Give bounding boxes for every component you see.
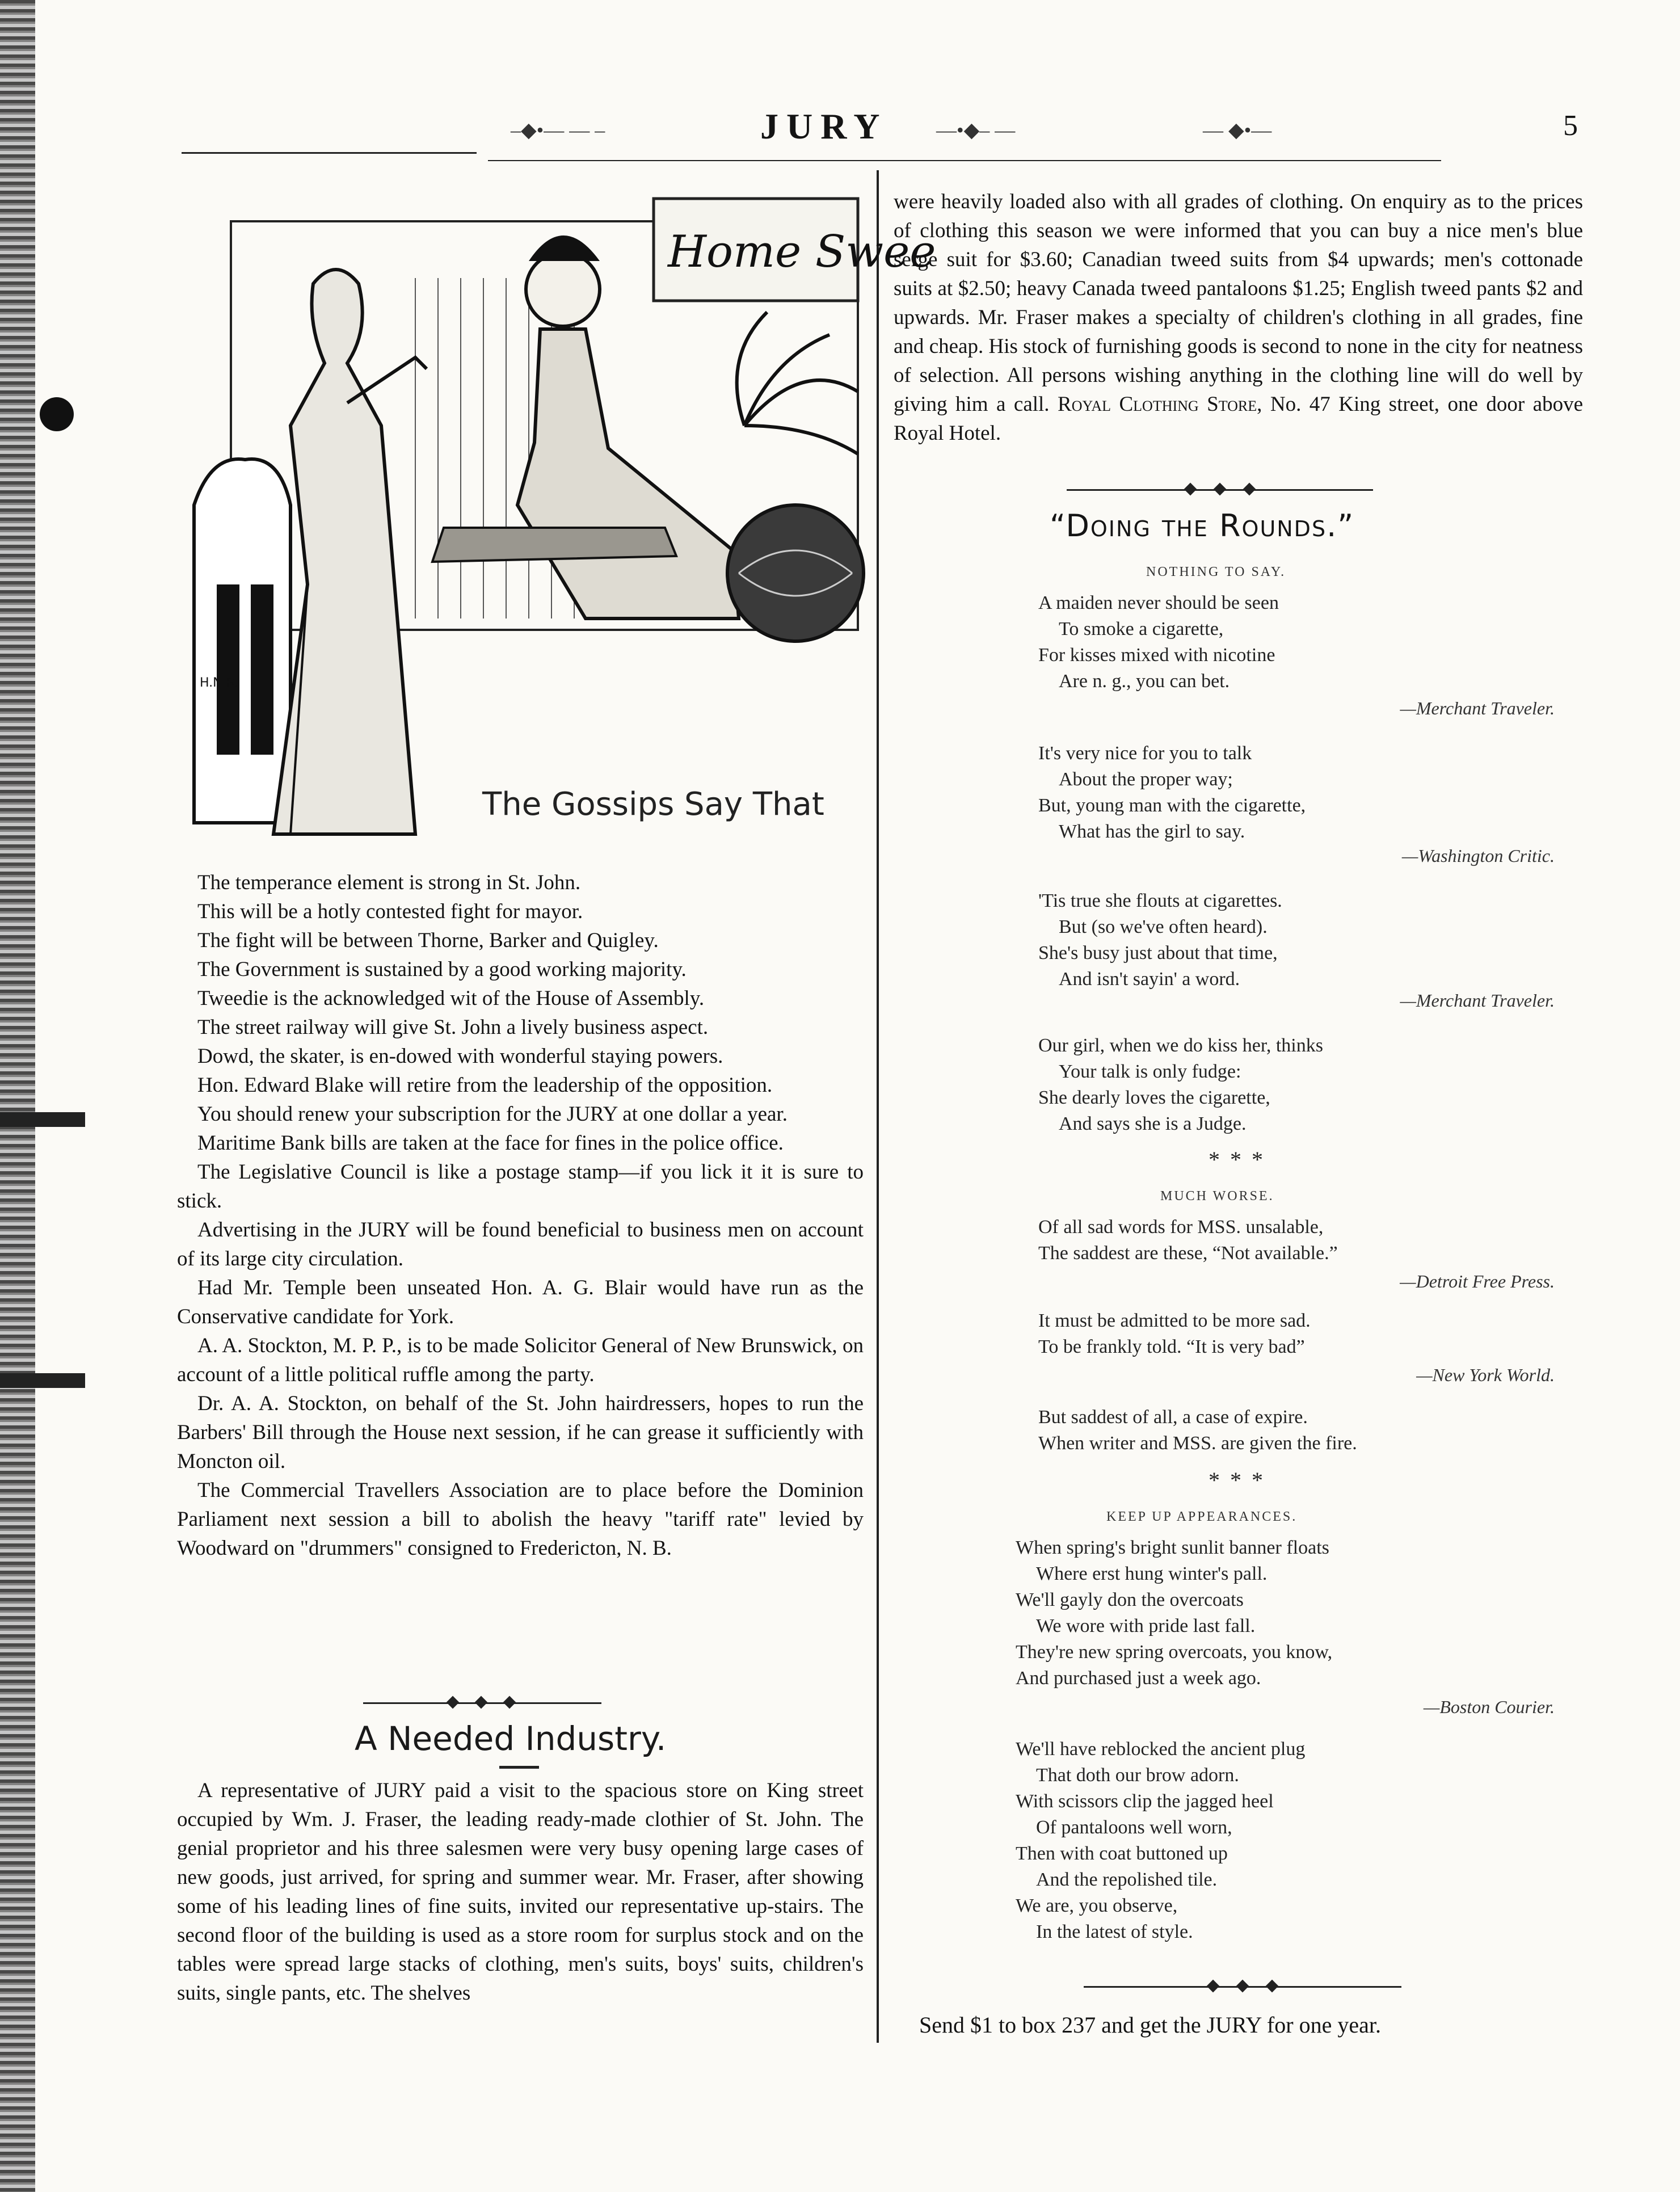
poem-line: About the proper way; (1059, 769, 1233, 790)
page-binding-edge (0, 0, 35, 2192)
gossip-title: The Gossips Say That (482, 786, 824, 823)
column-divider (877, 170, 879, 2043)
gossip-item: The fight will be between Thorne, Barker and Quigley. (197, 929, 659, 952)
poem-line: But saddest of all, a case of expire. (1038, 1407, 1308, 1428)
poem-line: Where erst hung winter's pall. (1036, 1563, 1268, 1584)
ornamental-rule (363, 1697, 601, 1709)
poem-subtitle: KEEP UP APPEARANCES. (1106, 1509, 1298, 1524)
poem-line: They're new spring overcoats, you know, (1016, 1642, 1333, 1663)
binding-clip (0, 1112, 85, 1127)
gossip-item: The Commercial Travellers Association are to place before the Dominion Parliament next session a bill to abolish the heavy "tariff rate" levied by Woodward on "drummers" consigned to Fredericton, N. B. (177, 1479, 864, 1560)
poem-line: Your talk is only fudge: (1059, 1061, 1241, 1082)
binding-clip (0, 1373, 85, 1388)
poem-line: She dearly loves the cigarette, (1038, 1087, 1270, 1108)
gossip-item: You should renew your subscription for the JURY at one dollar a year. (197, 1103, 788, 1126)
gossip-item: The Legislative Council is like a postage stamp—if you lick it it is sure to stick. (177, 1160, 864, 1213)
poem-credit: —Merchant Traveler. (1400, 990, 1555, 1011)
masthead-title: JURY (760, 106, 888, 146)
gossip-item: The Government is sustained by a good working majority. (197, 958, 687, 981)
poem-stanza (1038, 1404, 1357, 1457)
poem-stanza (1016, 1535, 1332, 1692)
gossip-item: The street railway will give St. John a lively business aspect. (197, 1016, 709, 1039)
poem-line: It's very nice for you to talk (1038, 743, 1252, 764)
page-number: 5 (1563, 110, 1578, 142)
gossip-item: Maritime Bank bills are taken at the face for fines in the police office. (197, 1131, 784, 1155)
poem-line: And the repolished tile. (1036, 1869, 1218, 1890)
masthead-ornament: –◆•— — – (511, 119, 605, 141)
poem-line: And says she is a Judge. (1059, 1113, 1247, 1134)
poem-line: We are, you observe, (1016, 1895, 1178, 1916)
poem-line: It must be admitted to be more sad. (1038, 1310, 1311, 1331)
poem-line: For kisses mixed with nicotine (1038, 645, 1275, 666)
poem-line: But, young man with the cigarette, (1038, 795, 1306, 816)
gossip-item: Dr. A. A. Stockton, on behalf of the St. John hairdressers, hopes to run the Barbers' Bill through the House next session, if he can grease it sufficiently with Moncton oil. (177, 1392, 864, 1473)
heading-underline (499, 1766, 539, 1769)
ornamental-rule (1067, 483, 1373, 496)
gossip-item: A. A. Stockton, M. P. P., is to be made Solicitor General of New Brunswick, on account of a little political ruffle among the party. (177, 1334, 864, 1386)
poem-line: Of pantaloons well worn, (1036, 1817, 1232, 1838)
poem-stanza (1038, 888, 1282, 992)
poem-stanza (1016, 1736, 1305, 1945)
poem-line: We'll have reblocked the ancient plug (1016, 1739, 1306, 1760)
poem-stanza (1038, 741, 1306, 845)
poem-line: Our girl, when we do kiss her, thinks (1038, 1035, 1323, 1056)
gossip-item: Hon. Edward Blake will retire from the leadership of the opposition. (197, 1074, 773, 1097)
masthead (182, 106, 1589, 145)
header-rule (488, 160, 1441, 161)
header-rule (182, 152, 477, 154)
masthead-ornament: — ◆•— (1203, 119, 1272, 141)
poem-stanza (1038, 1033, 1323, 1137)
gossip-item: Had Mr. Temple been unseated Hon. A. G. Blair would have run as the Conservative candidate for York. (177, 1276, 864, 1328)
store-name: Royal Clothing Store (1058, 393, 1257, 416)
poem-line: To be frankly told. “It is very bad” (1038, 1336, 1305, 1357)
section-stars: * * * (1209, 1467, 1265, 1493)
gossip-item: Dowd, the skater, is en-dowed with wonderful staying powers. (197, 1045, 723, 1068)
poem-stanza (1038, 590, 1279, 695)
poem-credit: —New York World. (1416, 1365, 1555, 1385)
poem-credit: —Washington Critic. (1401, 845, 1555, 866)
binding-knob (40, 397, 74, 431)
poem-credit: —Merchant Traveler. (1400, 698, 1555, 718)
sign-text: Home Swee (668, 226, 936, 277)
poem-subtitle: NOTHING TO SAY. (1146, 565, 1286, 579)
gossip-item: This will be a hotly contested fight for mayor. (197, 900, 583, 923)
poem-line: To smoke a cigarette, (1059, 619, 1224, 639)
industry-continuation (894, 187, 1583, 448)
rounds-heading: “Doing the Rounds.” (1050, 508, 1355, 544)
poem-line: We wore with pride last fall. (1036, 1615, 1256, 1636)
poem-credit: —Boston Courier. (1423, 1697, 1555, 1717)
poem-line: And isn't sayin' a word. (1059, 969, 1240, 990)
ornamental-rule (1084, 1980, 1401, 1993)
gossip-item: Tweedie is the acknowledged wit of the House of Assembly. (197, 987, 705, 1010)
poem-line: When writer and MSS. are given the fire. (1038, 1433, 1357, 1454)
poem-line: Are n. g., you can bet. (1059, 671, 1230, 692)
poem-subtitle: MUCH WORSE. (1160, 1189, 1274, 1204)
poem-line: And purchased just a week ago. (1016, 1668, 1261, 1689)
masthead-ornament: —•◆– — (936, 119, 1016, 141)
poem-line: The saddest are these, “Not available.” (1038, 1243, 1338, 1264)
gossip-list (177, 868, 864, 1563)
poem-line: 'Tis true she flouts at cigarettes. (1038, 890, 1282, 911)
poem-line: Of all sad words for MSS. unsalable, (1038, 1217, 1324, 1238)
poem-line: Then with coat buttoned up (1016, 1843, 1228, 1864)
industry-heading: A Needed Industry. (355, 1719, 667, 1758)
industry-article (177, 1776, 864, 2008)
poem-line: We'll gayly don the overcoats (1016, 1589, 1244, 1610)
poem-line: That doth our brow adorn. (1036, 1765, 1239, 1786)
industry-paragraph: A representative of JURY paid a visit to the spacious store on King street occupied by Wm. J. Fraser, the leading ready-made clothier of St. John. The genial proprietor and his three salesmen were very busy opening large cases of new goods, just arrived, for spring and summer wear. Mr. Fraser, after showing some of his leading lines of fine suits, invited our representative up-stairs. The second floor of the building is used as a store room for surplus stock and on the tables were spread large stacks of clothing, men's suits, boys' suits, children's suits, single pants, etc. The shelves (177, 1779, 864, 2005)
industry-continuation-text: were heavily loaded also with all grades of clothing. On enquiry as to the prices of clothing this season we were informed that you can buy a nice men's blue serge suit for $3.60; Canadian tweed suits from $4 upwards; men's cottonade suits at $2.50; heavy Canada tweed pantaloons $1.25; English tweed pants $2 and upwards. Mr. Fraser makes a specialty of children's clothing in all grades, fine and cheap. His stock of furnishing goods is second to none in the city for neatness of selection. All persons wishing anything in the clothing line will do well by giving him a call. (894, 190, 1583, 416)
poem-line: In the latest of style. (1036, 1921, 1193, 1942)
poem-line: But (so we've often heard). (1059, 916, 1268, 937)
poem-line: A maiden never should be seen (1038, 592, 1279, 613)
poem-credit: —Detroit Free Press. (1400, 1271, 1555, 1291)
gossip-item: The temperance element is strong in St. John. (197, 871, 581, 894)
poem-stanza (1038, 1308, 1311, 1360)
artist-signature: H.N.R. (200, 676, 239, 690)
poem-line: With scissors clip the jagged heel (1016, 1791, 1274, 1812)
section-stars: * * * (1209, 1147, 1265, 1172)
gossip-item: Advertising in the JURY will be found beneficial to business men on account of its large city circulation. (177, 1218, 864, 1270)
poem-line: What has the girl to say. (1059, 821, 1245, 842)
poem-line: She's busy just about that time, (1038, 943, 1278, 964)
poem-line: When spring's bright sunlit banner floats (1016, 1537, 1329, 1558)
gossip-cartoon-illustration (177, 187, 936, 834)
store-address: , No. 47 King street, one door above Royal Hotel. (894, 393, 1583, 445)
poem-stanza (1038, 1214, 1338, 1267)
subscription-footer: Send $1 to box 237 and get the JURY for one year. (919, 2012, 1381, 2038)
